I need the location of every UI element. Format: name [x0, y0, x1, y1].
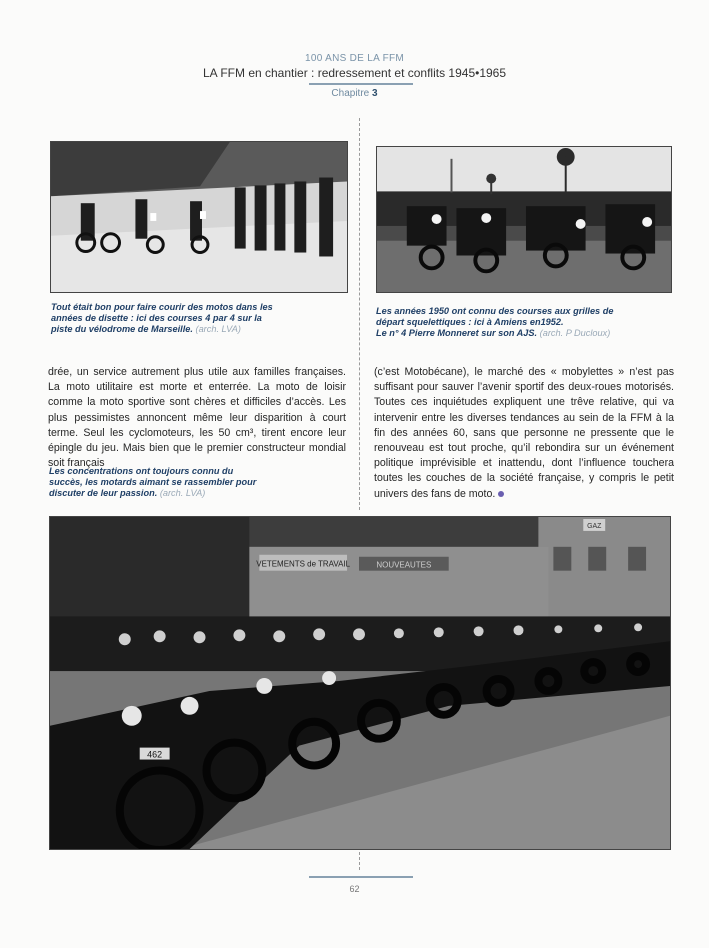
- caption-velodrome-credit: (arch. LVA): [195, 324, 241, 334]
- chapter-marker: [0, 88, 709, 99]
- series-title: 100 ANS DE LA FFM: [304, 53, 405, 64]
- caption-velodrome-text: Tout était bon pour faire courir des motos dans les années de disette : ici des courses 4 par 4 sur la piste du vélodrome de Marseille.: [51, 302, 273, 334]
- sign-nouveautes: NOUVEAUTES: [376, 560, 432, 570]
- photo-amiens-start-grid: [376, 146, 672, 293]
- caption-amiens-line2: Le n° 4 Pierre Monneret sur son AJS.: [376, 328, 538, 338]
- chapter-label: Chapitre: [331, 88, 370, 99]
- column-divider-bottom: [359, 852, 360, 870]
- column-divider: [359, 118, 360, 510]
- caption-amiens-credit: (arch. P Ducloux): [539, 328, 611, 338]
- sign-gaz: GAZ: [587, 522, 602, 530]
- chapter-title: LA FFM en chantier : redressement et conflits 1945•1965: [202, 66, 507, 80]
- caption-amiens-line1: Les années 1950 ont connu des courses aux grilles de départ squelettiques : ici à Amiens en1952.: [376, 306, 614, 327]
- body-right-column: [374, 365, 674, 502]
- caption-amiens: [376, 306, 626, 339]
- caption-velodrome: [51, 302, 283, 335]
- caption-gathering-text: Les concentrations ont toujours connu du succès, les motards aimant se rassembler pour discuter de leur passion.: [49, 466, 257, 498]
- body-left-column: drée, un service autrement plus utile aux familles françaises. La moto utilitaire est morte et enterrée. La moto de loisir comme la moto sportive sont chères et difficiles d’accès. Les plus pessimistes annoncent même leur disparition à court terme. Seul les cyclomoteurs, les 50 cm³, tirent encore leur épingle du jeu. Mais bien que le premier constructeur mondial soit français: [48, 366, 346, 470]
- chapter-number: 3: [372, 88, 378, 99]
- footer-rule: [309, 876, 413, 878]
- page-number: 62: [349, 884, 360, 894]
- header-rule: [309, 83, 413, 85]
- body-right-text: (c’est Motobécane), le marché des « mobylettes » n’est pas suffisant pour sauver l’avenir sportif des deux-roues motorisés. Toutes ces inquiétudes expliquent une trêve relative, qui va intervenir entre les diverses tendances au sein de la FFM à la fin des années 60, sans que personne ne pressente que le renouveau est tout proche, qu’il rebondira sur un événement politique imprévisible et inattendu, dont l’influence touchera toutes les couches de la société française, y compris le petit univers des fans de moto.: [374, 366, 674, 500]
- sign-vetements: VETEMENTS de TRAVAIL: [256, 559, 351, 569]
- caption-gathering: [49, 466, 264, 499]
- caption-gathering-credit: (arch. LVA): [159, 488, 206, 498]
- photo-motorcycle-gathering: [49, 516, 671, 850]
- end-of-article-bullet: [498, 491, 504, 497]
- license-plate: 462: [147, 749, 163, 760]
- photo-velodrome-race: [50, 141, 348, 293]
